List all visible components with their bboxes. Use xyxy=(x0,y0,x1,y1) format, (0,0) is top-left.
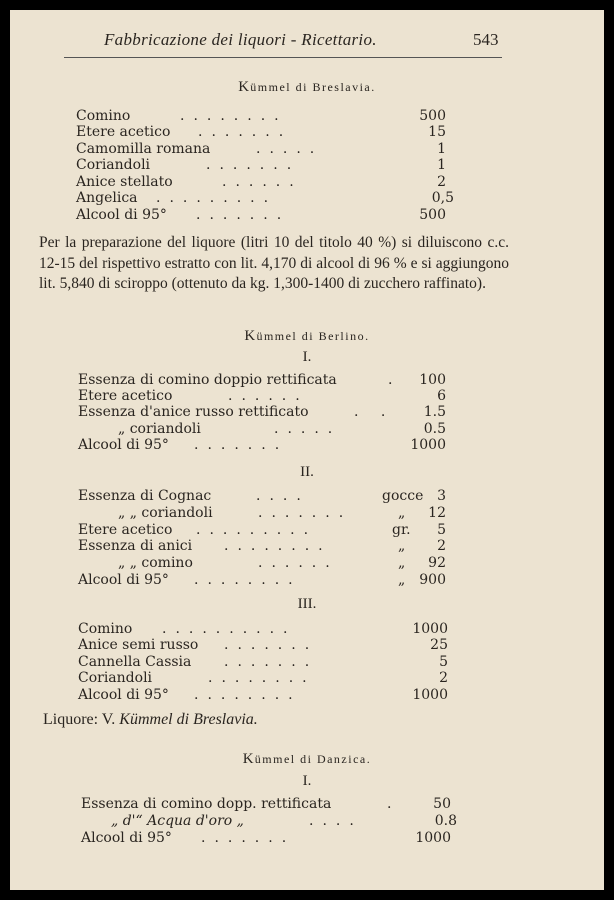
ingredient-row: Coriandoli ....... 1 xyxy=(76,157,446,173)
ingredient-row: Essenza di comino dopp. rettificata . 50 xyxy=(81,796,451,812)
ingredient-row: „ d'“ Acqua d'oro „ .... 0.8 xyxy=(111,813,457,829)
ingredient-row: „ „ comino ...... „ 92 xyxy=(118,555,446,571)
page-number: 543 xyxy=(473,30,499,49)
book-page xyxy=(10,10,604,890)
ingredient-row: Etere acetico ...... 6 xyxy=(78,388,446,404)
ingredient-row: Angelica ......... 0,5 xyxy=(76,190,454,206)
ingredient-row: Alcool di 95° ........ „ 900 xyxy=(78,572,446,588)
recipe-numeral: III. xyxy=(297,596,317,612)
running-head xyxy=(10,30,604,54)
ingredient-row: Essenza di Cognac .... gocce 3 xyxy=(78,488,446,504)
ingredient-row: Essenza d'anice russo rettificato . . 1.5 xyxy=(78,404,446,420)
ingredient-row: Etere acetico ....... 15 xyxy=(76,124,446,140)
recipe-numeral: I. xyxy=(302,349,312,365)
section-title-berlino: Kümmel di Berlino. xyxy=(244,328,370,344)
ingredient-row: „ coriandoli ..... 0.5 xyxy=(118,421,446,437)
ingredient-row: Alcool di 95° ....... 1000 xyxy=(78,437,446,453)
ingredient-row: Etere acetico ......... gr. 5 xyxy=(78,522,446,538)
ingredient-row: Anice semi russo ....... 25 xyxy=(78,637,448,653)
ingredient-row: Comino .......... 1000 xyxy=(78,621,448,637)
recipe-numeral: I. xyxy=(302,773,312,789)
ingredient-row: Anice stellato ...... 2 xyxy=(76,174,446,190)
ingredient-row: Alcool di 95° ........ 1000 xyxy=(78,687,448,703)
cross-reference: Liquore: V. Kümmel di Breslavia. xyxy=(43,711,258,728)
ingredient-row: Essenza di anici ........ „ 2 xyxy=(78,538,446,554)
header-rule xyxy=(64,57,502,58)
ingredient-row: Cannella Cassia ....... 5 xyxy=(78,654,448,670)
ingredient-row: Comino ........ 500 xyxy=(76,108,446,124)
ingredient-row: Coriandoli ........ 2 xyxy=(78,670,448,686)
running-title: Fabbricazione dei liquori - Ricettario. xyxy=(104,30,377,49)
ingredient-row: Alcool di 95° ....... 1000 xyxy=(81,830,451,846)
section-title-danzica: Kümmel di Danzica. xyxy=(242,751,372,767)
ingredient-row: „ „ coriandoli ....... „ 12 xyxy=(118,505,446,521)
ingredient-row: Essenza di comino doppio rettificata . 100 xyxy=(78,372,446,388)
ingredient-row: Alcool di 95° ....... 500 xyxy=(76,207,446,223)
preparation-paragraph: Per la preparazione del liquore (litri 10 del titolo 40 %) si diluiscono c.c. 12-15 del rispettivo estratto con lit. 4,170 di alcool di 96 % e si aggiungono lit. 5,840 di sciroppo (ottenuto da kg. 1,300-1400 di zucchero raffinato). xyxy=(39,234,509,292)
section-title-breslavia: Kümmel di Breslavia. xyxy=(238,79,376,95)
ingredient-row: Camomilla romana ..... 1 xyxy=(76,141,446,157)
recipe-numeral: II. xyxy=(300,464,314,480)
